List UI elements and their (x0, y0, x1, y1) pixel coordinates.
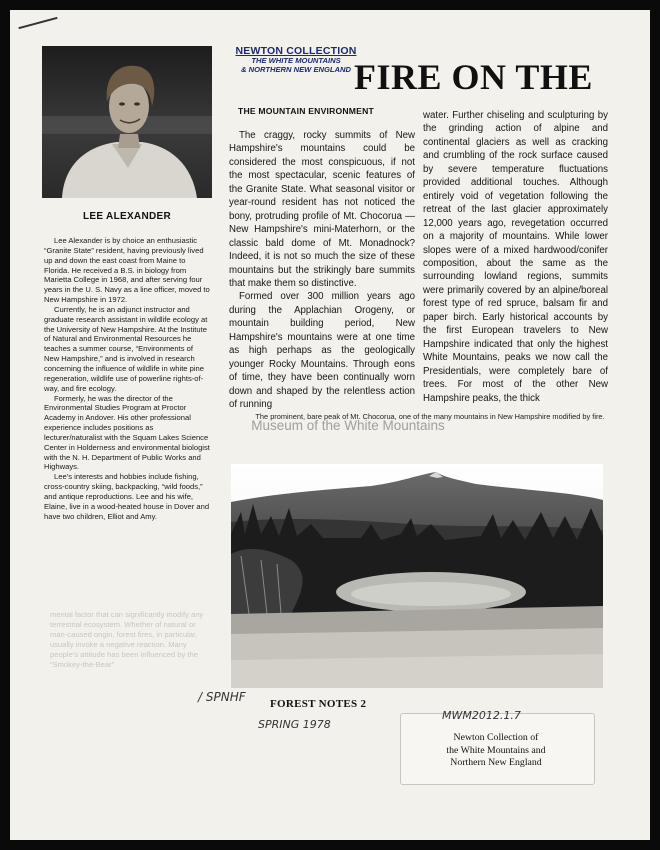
photo-caption: The prominent, bare peak of Mt. Chocorua, one of the many mountains in New Hampshire modified by fire. (255, 412, 605, 421)
show-through-text (50, 610, 210, 670)
article-headline: FIRE ON THE (354, 57, 593, 97)
label-line: the White Mountains and (446, 744, 546, 756)
author-bio (44, 236, 210, 521)
label-line: Newton Collection of (453, 732, 539, 743)
stamp-line-3: & NORTHERN NEW ENGLAND (241, 65, 351, 74)
publication-footer: FOREST NOTES 2 (270, 698, 367, 710)
article-column-1 (229, 129, 415, 412)
bio-paragraph: Lee’s interests and hobbies include fishing, cross-country skiing, backpacking, “wild foods,” and antique reproductions. Lee and his wife, Elaine, live in a wood-heated house in Dover and have two children, Elliot and Amy. (44, 472, 210, 521)
bio-paragraph: Currently, he is an adjunct instructor and graduate research assistant in wildlife ecology at the University of New Hampshire. At the Institute of Natural and Environmental Resources he teaches a summer course, “Environments of New Hampshire,” and is involved in research concerning the influence of wildlife in white pine regeneration, wildlife use of powerline rights-of-way, and fire ecology. (44, 304, 208, 393)
label-line: Northern New England (450, 757, 542, 769)
article-column-2 (423, 109, 608, 405)
museum-watermark: Museum of the White Mountains (251, 418, 445, 433)
pencil-note-season: SPRING 1978 (258, 718, 331, 731)
pencil-note-spnhf: / SPNHF (198, 690, 246, 704)
collection-stamp (228, 47, 364, 74)
article-paragraph: Formed over 300 million years ago during the Applachian Orogeny, or mountain building period, New Hampshire's mountains were at one time as high perhaps as the geologically younger Rocky Mountains. Through eons of time, they have been continually worn down and shaped by the relentless action of running (229, 291, 415, 411)
document-page (10, 10, 650, 840)
mt-chocorua-photo (231, 464, 603, 688)
bio-paragraph: Formerly, he was the director of the Environmental Studies Program at Proctor Academy in Andover. His other professional experience includes positions as lecturer/naturalist with the Squam Lakes Science Center in Holderness and environmental biologist with the N. H. Department of Public Works and Highways. (44, 393, 210, 472)
collection-label-text (406, 732, 586, 770)
article-paragraph: The craggy, rocky summits of New Hampshire's mountains could be considered the most conspicuous, if not the most spectacular, scenic features of the Granite State. What seasonal visitor or year-round resident has not noticed the bony, protruding profile of Mt. Chocorua — New Hampshire's mini-Materhorn, or the classic bald dome of Mt. Monadnock? Indeed, it is not so much the size of these mountains but the strikingly bare summits that make them so distinctive. (229, 130, 415, 289)
article-paragraph: water. Further chiseling and sculpturing by the grinding action of alpine and continental glaciers as well as cracking and crumbling of the rock surface caused by severe temperature fluctuations provided additional touches. Although entirely void of vegetation following the retreat of the last glacier approximately 12,000 years ago, revegetation occurred on a majority of mountains. While lower slopes were of a mixed hardwood/conifer composition, about the same as the surrounding lowland regions, summits were primarily covered by an alpine/boreal forest type of red spruce, balsam fir and paper birch. Early historical accounts by the first European travelers to New Hampshire indicated that only the highest White Mountains, peaks we now call the Presidentials, were completely bare of trees. For most of the other New Hampshire peaks, the thick (423, 110, 608, 404)
stamp-line-1: NEWTON COLLECTION (235, 45, 357, 57)
margin-tick-mark (18, 17, 57, 29)
accession-number: MWM2012.1.7 (442, 709, 521, 722)
stamp-line-2: THE WHITE MOUNTAINS (251, 56, 341, 65)
author-name: LEE ALEXANDER (83, 211, 171, 222)
bio-paragraph: Lee Alexander is by choice an enthusiastic “Granite State” resident, having previously lived up and down the east coast from Maine to Florida. He received a B.S. in biology from Marietta College in 1968, and after serving four years in the U. S. Navy as a line officer, moved to New Hampshire in 1972. (44, 236, 210, 305)
section-heading: THE MOUNTAIN ENVIRONMENT (238, 106, 374, 116)
show-through-paragraph: mental factor that can significantly modify any terrestrial ecosystem. Whether of natural or man-caused origin, forest fires, in particular, usually invoke a negative reaction. Many people's attitude has been influenced by the “Smokey-the-Bear” (50, 610, 204, 669)
author-portrait-photo (42, 46, 212, 198)
